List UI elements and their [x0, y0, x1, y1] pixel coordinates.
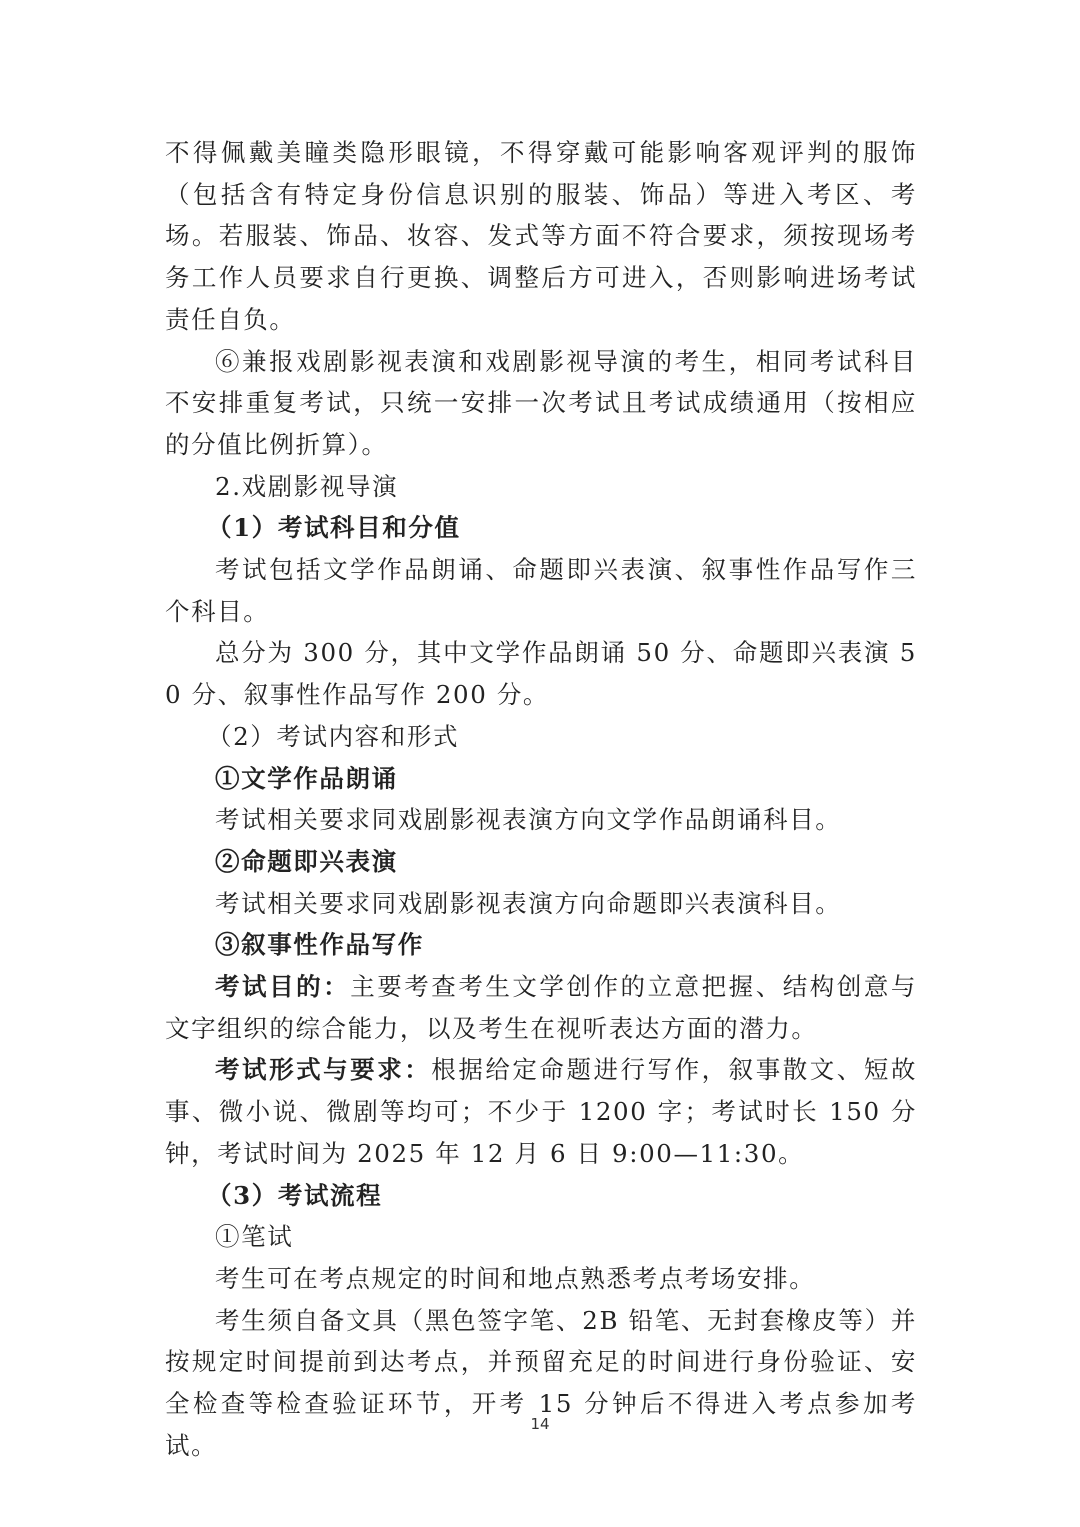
paragraph-recitation-requirements: 考试相关要求同戏剧影视表演方向文学作品朗诵科目。	[215, 805, 842, 835]
paragraph-exam-purpose	[165, 966, 917, 1049]
item-heading-narrative-writing: ③叙事性作品写作	[215, 930, 424, 960]
item-heading-written-exam: ①笔试	[215, 1222, 294, 1252]
paragraph-total-score: 总分为 300 分，其中文学作品朗诵 50 分、命题即兴表演 50 分、叙事性作品写作 200 分。	[165, 638, 917, 710]
paragraph-attire-rules: 不得佩戴美瞳类隐形眼镜，不得穿戴可能影响客观评判的服饰（包括含有特定身份信息识别的服装、饰品）等进入考区、考场。若服装、饰品、妆容、发式等方面不符合要求，须按现场考务工作人员要求自行更换、调整后方可进入，否则影响进场考试责任自负。	[165, 138, 917, 334]
label-exam-purpose: 考试目的：	[215, 972, 351, 1002]
text-exam-format: 根据给定命题进行写作，叙事散文、短故事、微小说、微剧等均可；不少于 1200 字；考试时长 150 分钟，考试时间为 2025 年 12 月 6 日 9:00—11:30。	[165, 1055, 917, 1168]
paragraph-improvisation-requirements: 考试相关要求同戏剧影视表演方向命题即兴表演科目。	[215, 888, 842, 918]
paragraph-exam-format	[165, 1049, 917, 1174]
text-exam-purpose: 主要考查考生文学创作的立意把握、结构创意与文字组织的综合能力，以及考生在视听表达方面的潜力。	[165, 972, 917, 1043]
subheading-exam-process: （3）考试流程	[207, 1180, 383, 1210]
subheading-subjects-scores: （1）考试科目和分值	[207, 513, 461, 543]
item-heading-recitation: ①文学作品朗诵	[215, 763, 398, 793]
item-heading-improvisation: ②命题即兴表演	[215, 846, 398, 876]
paragraph-stationery-arrival: 考生须自备文具（黑色签字笔、2B 铅笔、无封套橡皮等）并按规定时间提前到达考点，并预留充足的时间进行身份验证、安全检查等检查验证环节，开考 15 分钟后不得进入考点参加考试。	[165, 1305, 917, 1460]
paragraph-dual-application: ⑥兼报戏剧影视表演和戏剧影视导演的考生，相同考试科目不安排重复考试，只统一安排一次考试且考试成绩通用（按相应的分值比例折算）。	[165, 346, 917, 459]
label-exam-format: 考试形式与要求：	[215, 1055, 432, 1085]
paragraph-exam-subjects: 考试包括文学作品朗诵、命题即兴表演、叙事性作品写作三个科目。	[165, 555, 917, 626]
subheading-content-format: （2）考试内容和形式	[207, 721, 460, 751]
page-number: 14	[530, 1415, 550, 1433]
section-heading-directing: 2.戏剧影视导演	[215, 471, 399, 501]
paragraph-venue-familiarization: 考生可在考点规定的时间和地点熟悉考点考场安排。	[215, 1263, 816, 1293]
document-body	[165, 132, 917, 1467]
